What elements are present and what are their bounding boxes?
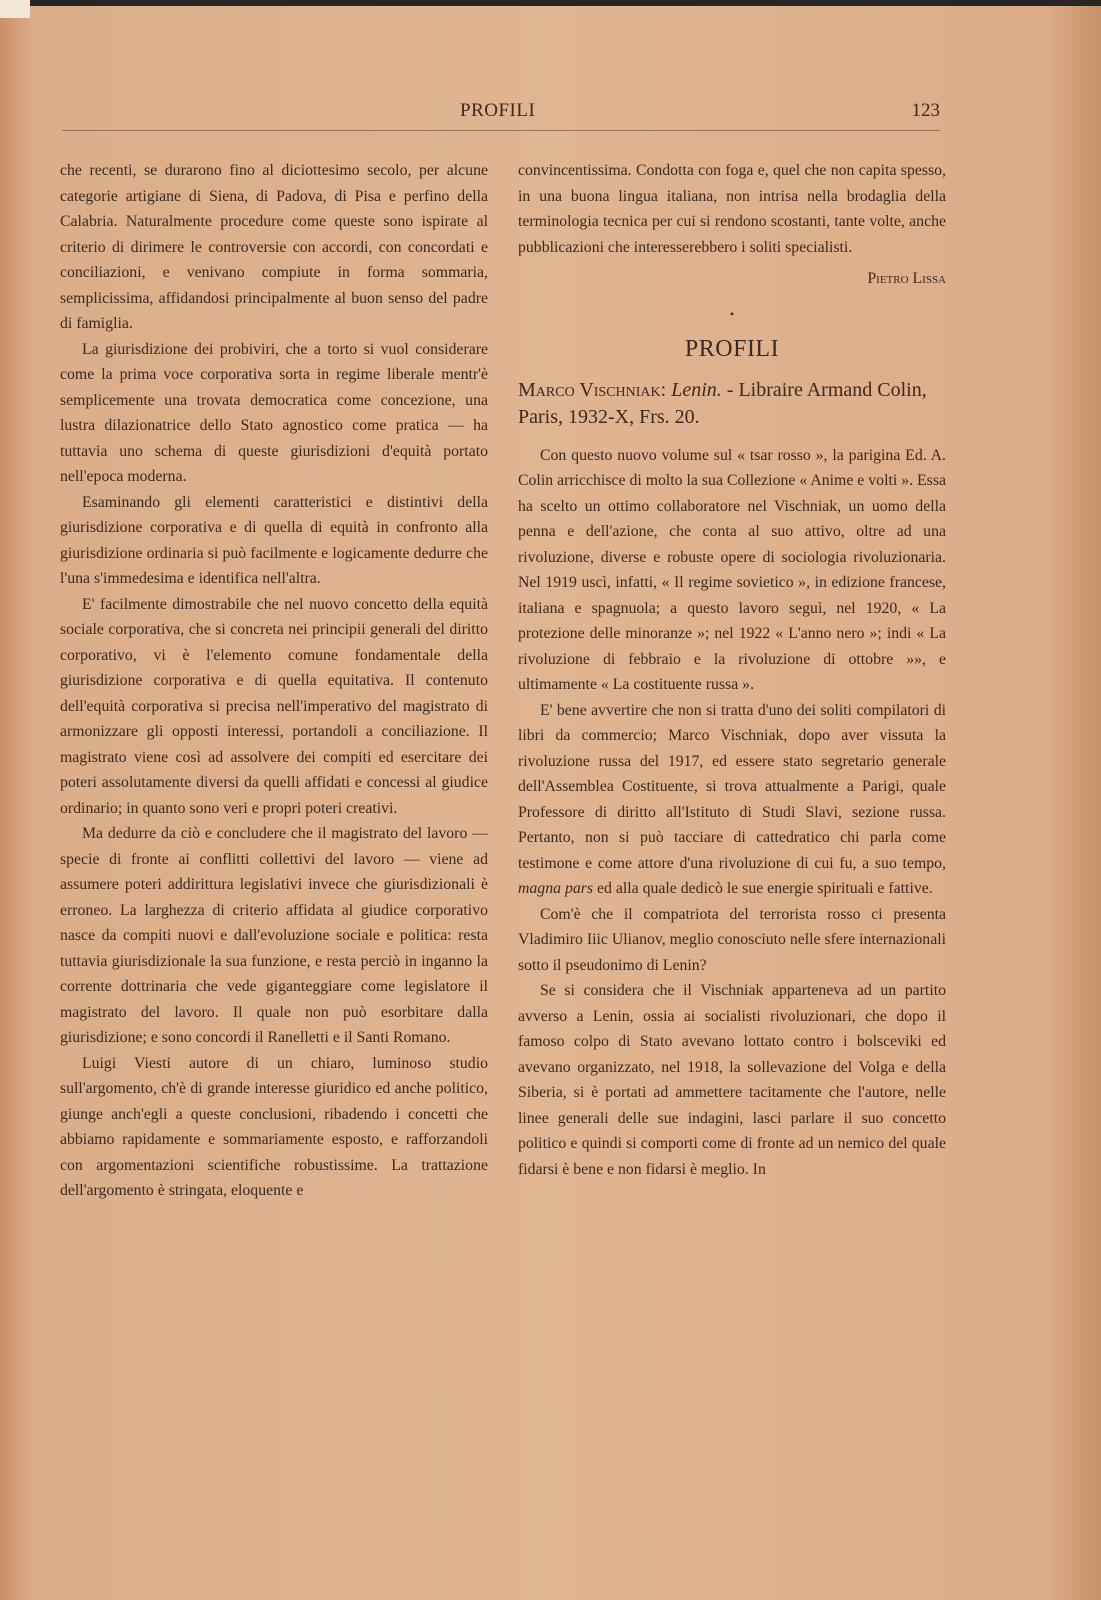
paragraph: convincentissima. Condotta con foga e, quel che non capita spesso, in una buona lingua italiana, non intrisa nella brodaglia della terminologia tecnica per cui si rendono scostanti, tante volte, anche pubblicazioni che interesserebbero i soliti specialisti. xyxy=(518,162,946,256)
top-border xyxy=(0,0,1101,6)
paragraph: E' facilmente dimostrabile che nel nuovo concetto della equità sociale corporativa, che si concreta nei principii generali del diritto corporativo, vi è l'elemento comune fondamentale della giurisdizione corporativa e di quella equitativa. Il contenuto dell'equità corporativa si precisa nell'imperativo del magistrato di armonizzare gli opposti interessi, portandoli a conciliazione. Il magistrato viene così ad assolvere dei compiti ed esercitare dei poteri assolutamente diversi da quelli affidati e concessi al giudice ordinario; in quanto sono veri e propri poteri creativi. xyxy=(60,595,488,817)
paragraph: Se si considera che il Vischniak apparteneva ad un partito avverso a Lenin, ossia ai socialisti rivoluzionari, che dopo il famoso colpo di Stato avevano lottato contro i bolsceviki ed avevano organizzato, nel 1918, la sollevazione del Volga e della Siberia, si è portati ad ammettere tacitamente che l'autore, nelle linee generali delle sue indagini, lasci parlare il suo concetto politico e quindi si comporti come di fronte ad un nemico del quale fidarsi è bene e non fidarsi è meglio. In xyxy=(518,982,946,1178)
right-column xyxy=(518,158,946,1182)
paragraph xyxy=(518,698,946,902)
paragraph: che recenti, se durarono fino al diciottesimo secolo, per alcune categorie artigiane di Siena, di Padova, di Pisa e perfino della Calabria. Naturalmente procedure come queste sono ispirate al criterio di dirimere le controversie con accordi, con concordati e conciliazioni, e venivano compiute in forma sommaria, semplicissima, affidandosi principalmente al buon senso del padre di famiglia. xyxy=(60,162,488,332)
page-header xyxy=(60,96,940,126)
paragraph: Ma dedurre da ciò e concludere che il magistrato del lavoro — specie di fronte ai conflitti collettivi del lavoro — viene ad assumere poteri addirittura legislativi invece che giurisdizionali è erroneo. La larghezza di criterio affidata al giudice corporativo nasce da compiti nuovi e dall'evoluzione sociale e politica: resta tuttavia giurisdizionale la sua funzione, e resta perciò in inganno la corrente dottrinaria che vede giganteggiare come legislatore il magistrato del lavoro. Il quale non può esorbitare dalla giurisdizione; e sono concordi il Ranelletti e il Santi Romano. xyxy=(60,825,488,1046)
review-author: Marco Vischniak xyxy=(518,378,661,401)
left-column xyxy=(60,158,488,1204)
paragraph: Com'è che il compatriota del terrorista rosso ci presenta Vladimiro Iiic Ulianov, meglio conosciuto nelle sfere internazionali sotto il pseudonimo di Lenin? xyxy=(518,905,946,974)
paragraph: Esaminando gli elementi caratteristici e distintivi della giurisdizione corporativa e di quella di equità in confronto alla giurisdizione ordinaria si può facilmente e logicamente dedurre che l'una s'immedesima e identifica nell'altra. xyxy=(60,493,488,587)
paragraph: Luigi Viesti autore di un chiaro, luminoso studio sull'argomento, ch'è di grande interesse giuridico ed anche politico, giunge anch'egli a queste conclusioni, ribadendo i concetti che abbiamo rapidamente e sommariamente esposto, e rafforzandoli con argomentazioni scientifiche robustissime. La trattazione dell'argomento è stringata, eloquente e xyxy=(60,1054,488,1199)
paragraph: Con questo nuovo volume sul « tsar rosso », la parigina Ed. A. Colin arricchisce di molto la sua Collezione « Anime e volti ». Essa ha scelto un ottimo collaboratore nel Vischniak, un uomo della penna e dell'azione, che conta al suo attivo, oltre ad una rivoluzione, diverse e robuste opere di sociologia rivoluzionaria. Nel 1919 uscì, infatti, « Il regime sovietico », in edizione francese, italiana e spagnuola; a questo lavoro seguì, nel 1920, « La protezione delle minoranze »; nel 1922 « L'anno nero »; indi « La rivoluzione di febbraio e la rivoluzione di ottobre »», e ultimamente « La costituente russa ». xyxy=(518,446,946,693)
italic-phrase: magna pars xyxy=(518,880,594,897)
page-number: 123 xyxy=(911,100,940,121)
paragraph-text: ed alla quale dedicò le sue energie spirituali e fattive. xyxy=(597,880,933,897)
header-rule xyxy=(62,130,940,131)
article-signature: Pietro Lissa xyxy=(867,270,946,287)
paragraph-text: E' bene avvertire che non si tratta d'uno dei soliti compilatori di libri da commercio; Marco Vischniak, dopo aver vissuta la rivoluzione russa del 1917, ed essere stato segretario generale dell'Assemblea Costituente, si trova attualmente a Parigi, quale Professore di diritto all'Istituto di Studi Slavi, sezione russa. Pertanto, non si può tacciare di cattedratico chi parla come testimone e come attore d'una rivoluzione di cui fu, a suo tempo, xyxy=(518,701,946,872)
paragraph: La giurisdizione dei probiviri, che a torto si vuol considerare come la prima voce corporativa sorta in regime liberale mentr'è semplicemente una trovata democratica come concezione, una lustra dilazionatrice dello Stato agnostico come pratica — ha tuttavia uno schema di queste giurisdizioni d'equità portato nell'epoca moderna. xyxy=(60,340,488,485)
ornament: • xyxy=(729,306,735,321)
running-title: PROFILI xyxy=(460,100,536,121)
review-book-title: Lenin. xyxy=(671,378,722,401)
review-heading: Marco Vischniak: Lenin. - Libraire Armand Colin, Paris, 1932-X, Frs. 20. xyxy=(518,378,927,428)
review-publication: - Libraire Armand Colin, Paris, 1932-X, Frs. 20. xyxy=(518,378,927,428)
section-title: PROFILI xyxy=(684,336,780,362)
corner-patch xyxy=(0,0,30,18)
